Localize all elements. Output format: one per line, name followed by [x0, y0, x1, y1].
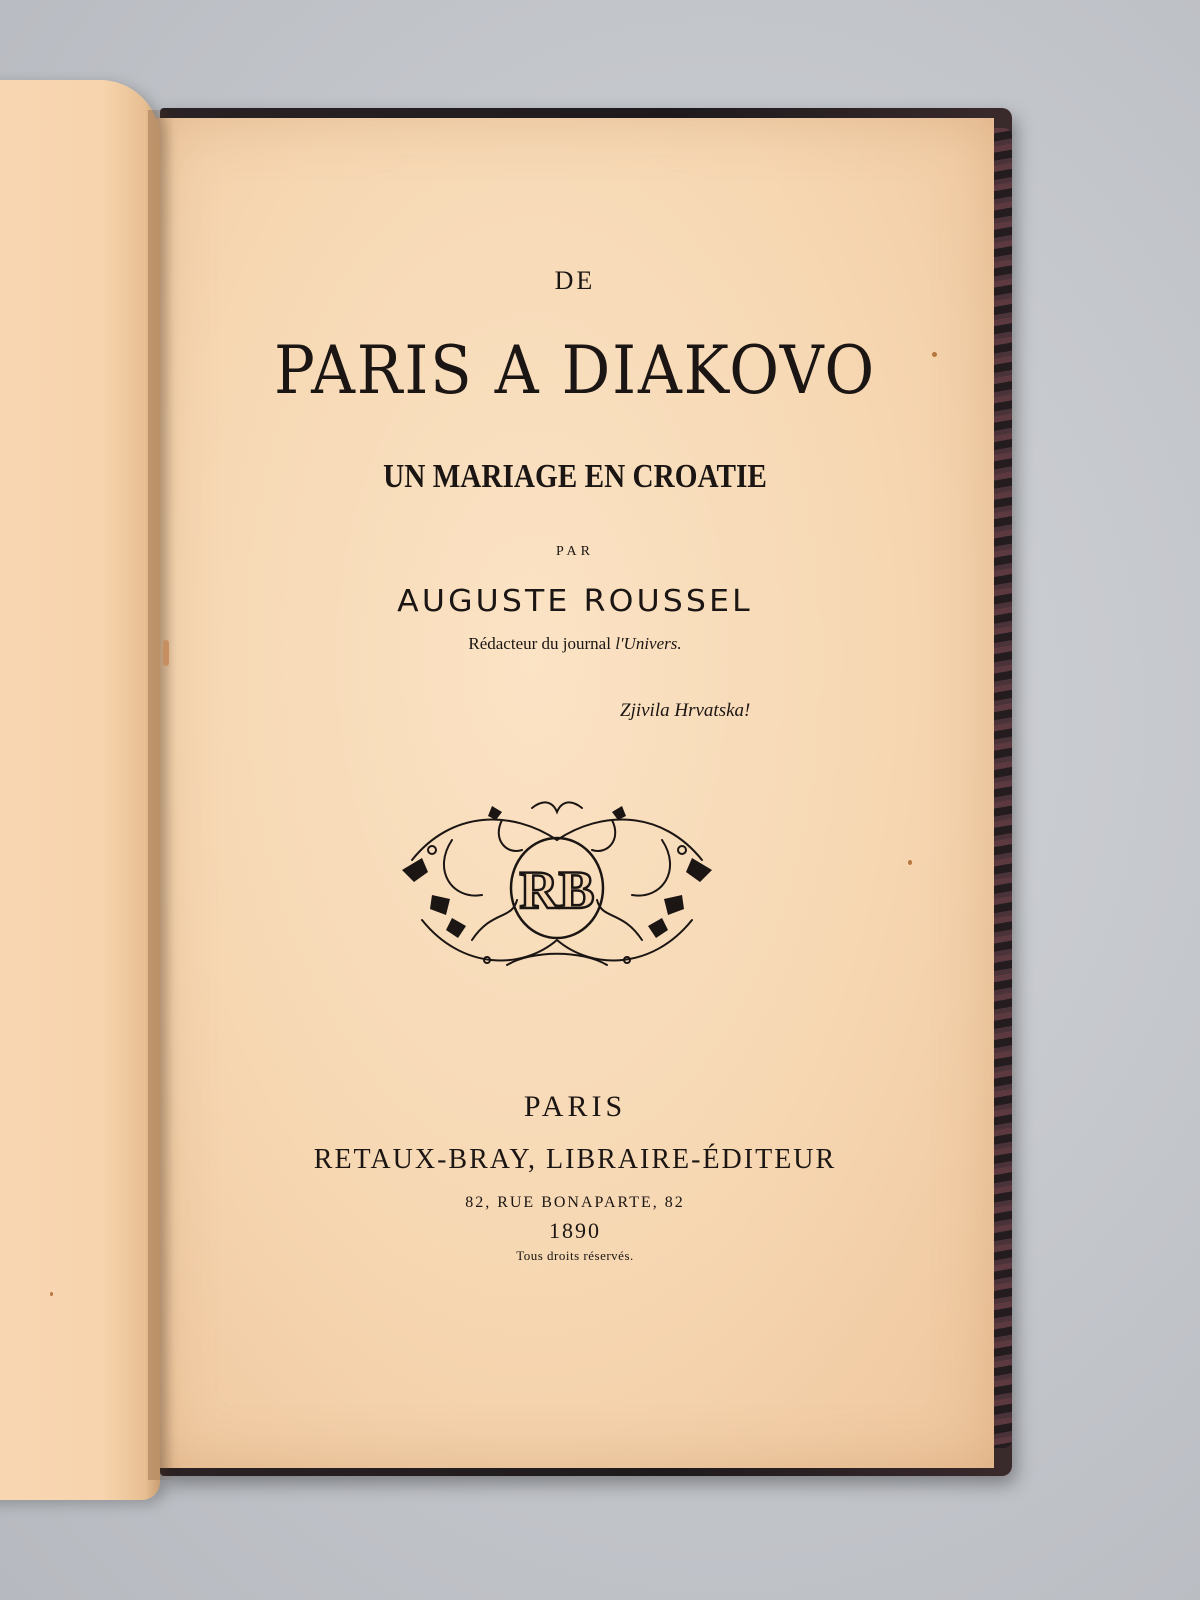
- author-name: AUGUSTE ROUSSEL: [397, 584, 753, 619]
- paper-speck: [50, 1292, 53, 1296]
- ornament-monogram: RB: [519, 860, 595, 920]
- journal-name: l'Univers.: [615, 634, 682, 653]
- title-preposition: DE: [554, 266, 596, 295]
- author-description: [156, 634, 994, 654]
- by-line-label: PAR: [556, 544, 594, 559]
- publisher-address: 82, RUE BONAPARTE, 82: [465, 1194, 685, 1211]
- rights-notice: Tous droits réservés.: [516, 1248, 634, 1263]
- paper-speck: [908, 860, 912, 865]
- book-subtitle: UN MARIAGE EN CROATIE: [383, 458, 767, 495]
- editor-prefix: Rédacteur du journal: [468, 634, 611, 653]
- publisher: RETAUX-BRAY, LIBRAIRE-ÉDITEUR: [313, 1144, 837, 1175]
- facing-left-page: [0, 80, 160, 1500]
- publication-city: PARIS: [523, 1090, 627, 1123]
- gutter-shadow: [148, 110, 174, 1480]
- book-title: PARIS A DIAKOVO: [273, 332, 876, 409]
- floral-monogram-ornament-icon: [392, 800, 722, 980]
- title-page: [156, 118, 994, 1468]
- publication-year: 1890: [549, 1218, 601, 1243]
- epigraph: Zjivila Hrvatska!: [620, 700, 751, 721]
